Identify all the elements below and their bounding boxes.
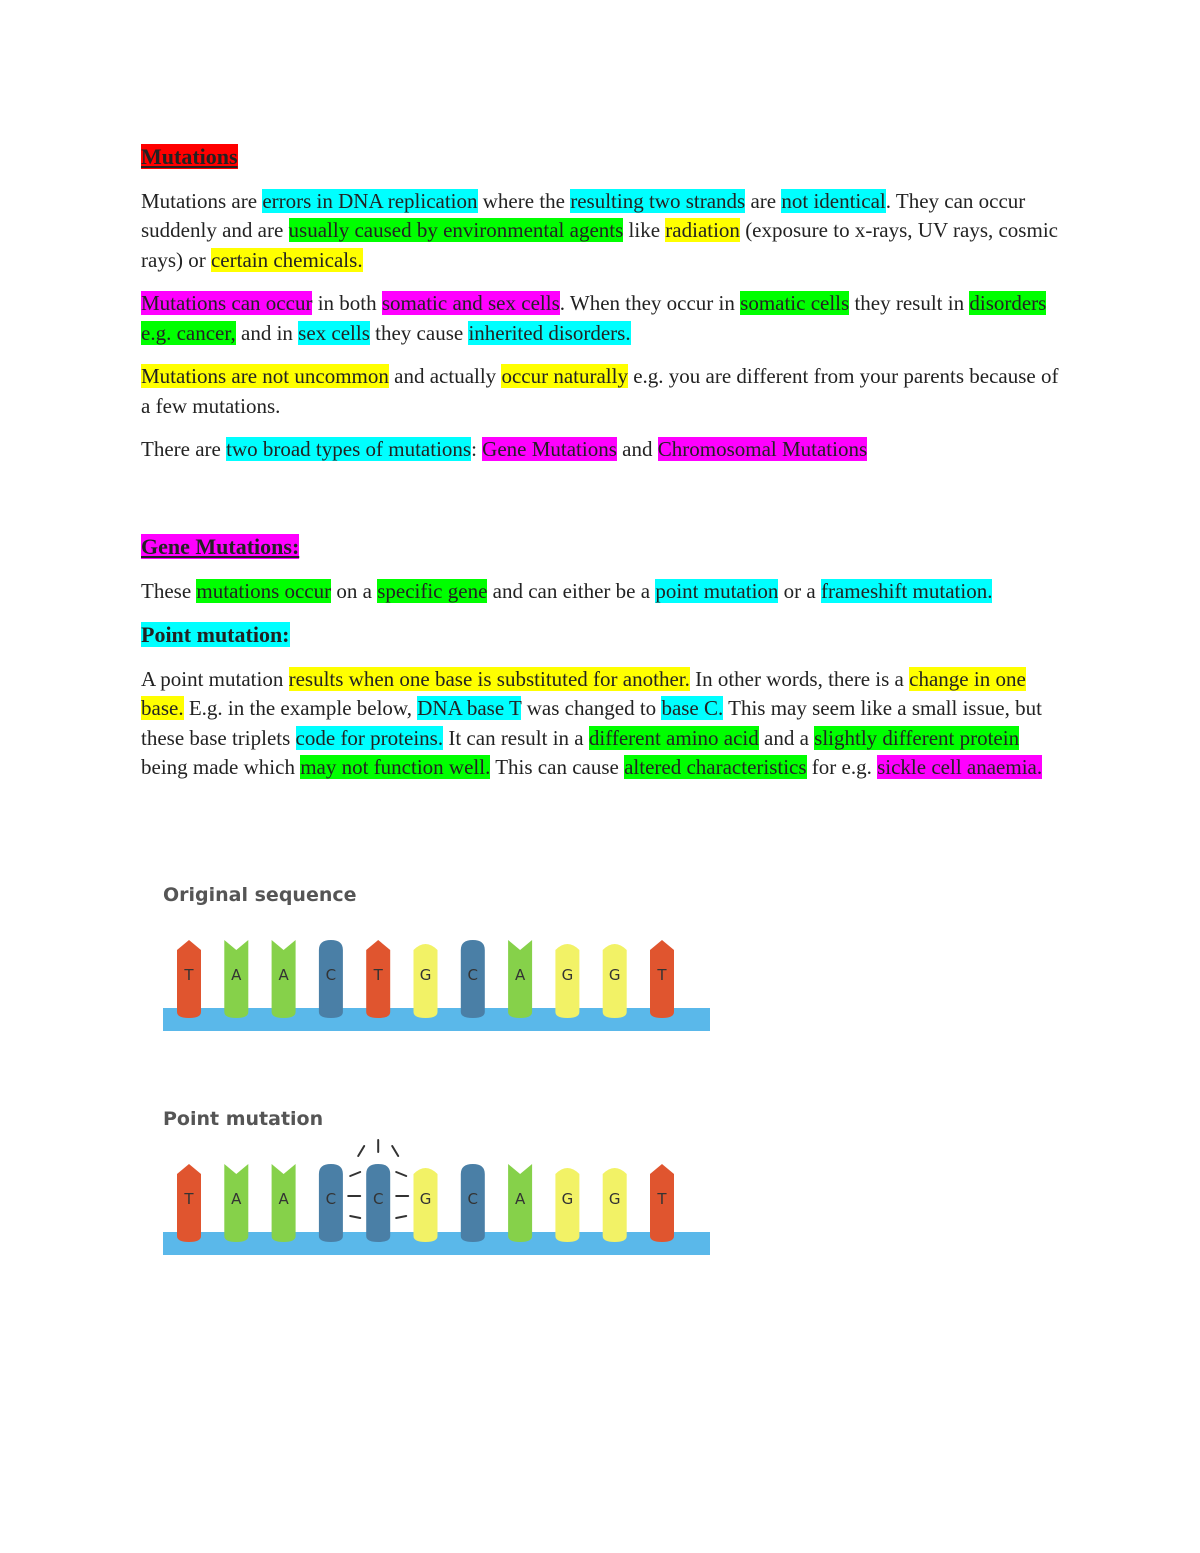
highlight-magenta: Mutations can occur <box>141 291 313 315</box>
original-base-letter-4: C <box>325 966 337 984</box>
intro-section <box>141 142 1061 465</box>
point-mutation-heading: Point mutation: <box>141 622 290 647</box>
highlight-magenta: sickle cell anaemia. <box>877 755 1043 779</box>
text-run: In other words, there is a <box>689 666 910 691</box>
highlight-yellow: certain chemicals. <box>210 247 363 272</box>
text-run: for e.g. <box>806 755 878 779</box>
text-run: These <box>141 578 197 603</box>
mutated-base-letter-3: A <box>278 1190 289 1208</box>
highlight-cyan: errors in DNA replication <box>262 188 478 213</box>
text-run: and <box>616 437 658 461</box>
highlight-magenta: somatic and sex cells <box>381 291 560 315</box>
original-base-letter-3: A <box>278 966 289 984</box>
gene-mutations-heading: Gene Mutations: <box>141 534 300 559</box>
mutated-base-letter-4: C <box>325 1190 337 1208</box>
original-base-letter-7: C <box>467 966 479 984</box>
text-run: like <box>623 218 666 242</box>
dna-figure <box>128 876 733 1256</box>
text-run: they cause <box>369 320 469 345</box>
text-run: E.g. in the example below, <box>183 696 418 720</box>
mutated-bases <box>177 1164 674 1242</box>
mutated-base-letter-5: C <box>372 1190 384 1208</box>
gene-section <box>141 532 1061 783</box>
highlight-green: usually caused by environmental agents <box>288 218 624 242</box>
cells-paragraph <box>141 289 1061 348</box>
text-run: A point mutation <box>141 666 289 691</box>
text-run: . When they occur in <box>559 291 741 315</box>
highlight-yellow: occur naturally <box>501 364 628 388</box>
text-run: they result in <box>849 291 970 315</box>
highlight-green: different amino acid <box>588 725 759 750</box>
original-base-letter-2: A <box>231 966 242 984</box>
original-base-letter-8: A <box>514 966 526 984</box>
text-run: on a <box>331 578 378 603</box>
highlight-yellow: radiation <box>665 218 740 242</box>
highlight-cyan: two broad types of mutations <box>226 437 472 461</box>
highlight-cyan: inherited disorders. <box>468 320 631 345</box>
point-mutation-label: Point mutation <box>163 1108 324 1130</box>
text-run: . They can occur suddenly and are <box>141 188 1026 242</box>
original-base-letter-1: T <box>184 966 194 984</box>
text-run: in both <box>312 291 382 315</box>
original-base-letter-6: G <box>419 966 432 984</box>
highlight-cyan: not identical <box>781 188 886 213</box>
mutated-base-letter-2: A <box>231 1190 242 1208</box>
natural-paragraph <box>141 362 1061 421</box>
gene-paragraph <box>141 577 1061 607</box>
mutated-base-letter-1: T <box>184 1190 194 1208</box>
text-run: and in <box>235 320 299 345</box>
text-run: Mutations are <box>141 188 263 213</box>
mutated-base-letter-7: C <box>467 1190 479 1208</box>
highlight-green: slightly different protein <box>814 725 1020 750</box>
burst-line-9 <box>396 1216 406 1218</box>
highlight-cyan: point mutation <box>655 578 779 603</box>
text-run: or a <box>778 578 821 603</box>
highlight-green: altered characteristics <box>624 755 807 779</box>
original-base-letter-5: T <box>373 966 383 984</box>
burst-line-5 <box>396 1172 406 1176</box>
original-base-letter-11: T <box>657 966 667 984</box>
burst-line-4 <box>350 1172 360 1176</box>
dna-diagram <box>128 876 733 1256</box>
text-run: and can either be a <box>487 578 656 603</box>
text-run: There are <box>141 437 227 461</box>
text-run: was changed to <box>521 696 662 720</box>
text-run: where the <box>477 188 571 213</box>
text-run: (exposure to x-rays, UV rays, cosmic rays) or <box>141 218 1058 272</box>
highlight-green: somatic cells <box>740 291 850 315</box>
text-run: This may seem like a small issue, but these base triplets <box>141 696 1042 750</box>
highlight-magenta: Chromosomal Mutations <box>657 437 868 461</box>
highlight-cyan: DNA base T <box>417 696 522 720</box>
mutated-base-letter-6: G <box>419 1190 432 1208</box>
highlight-cyan: sex cells <box>298 320 370 345</box>
highlight-yellow: change in one base. <box>141 666 1026 720</box>
types-paragraph <box>141 435 1061 465</box>
highlight-cyan: resulting two strands <box>570 188 746 213</box>
burst-line-1 <box>358 1146 364 1156</box>
highlight-green: disorders e.g. cancer, <box>141 291 1047 345</box>
mutated-base-letter-9: G <box>561 1190 574 1208</box>
burst-line-8 <box>350 1216 360 1218</box>
highlight-yellow: results when one base is substituted for another. <box>288 666 690 691</box>
original-sequence-label: Original sequence <box>163 884 357 906</box>
text-run: It can result in a <box>443 725 589 750</box>
original-base-letter-9: G <box>561 966 574 984</box>
intro-paragraph <box>141 187 1061 276</box>
text-run: and a <box>758 725 815 750</box>
text-run: : <box>471 437 483 461</box>
mutated-base-letter-11: T <box>657 1190 667 1208</box>
text-run: are <box>745 188 782 213</box>
highlight-cyan: frameshift mutation. <box>820 578 993 603</box>
highlight-green: may not function well. <box>300 755 491 779</box>
point-paragraph <box>141 665 1061 783</box>
burst-line-3 <box>392 1146 398 1156</box>
text-run: being made which <box>141 755 301 779</box>
highlight-green: mutations occur <box>196 578 332 603</box>
mutated-base-letter-10: G <box>608 1190 621 1208</box>
text-run: e.g. you are different from your parents because of a few mutations. <box>141 364 1059 418</box>
text-run: This can cause <box>490 755 625 779</box>
highlight-green: specific gene <box>377 578 488 603</box>
original-bases <box>177 940 674 1018</box>
highlight-cyan: base C. <box>661 696 724 720</box>
original-base-letter-10: G <box>608 966 621 984</box>
text-run: and actually <box>388 364 502 388</box>
highlight-cyan: code for proteins. <box>295 725 444 750</box>
highlight-magenta: Gene Mutations <box>482 437 617 461</box>
mutated-base-letter-8: A <box>514 1190 526 1208</box>
highlight-yellow: Mutations are not uncommon <box>141 364 389 388</box>
page-title: Mutations <box>141 144 238 169</box>
